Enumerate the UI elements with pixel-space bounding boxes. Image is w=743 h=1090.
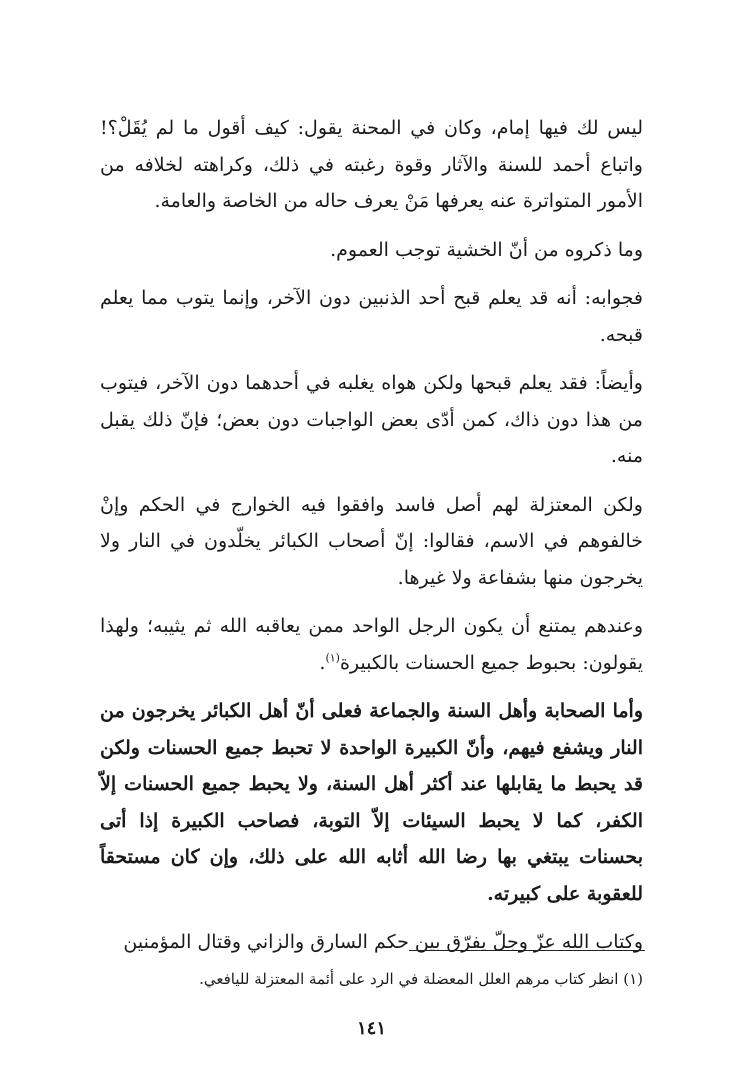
- page-number: ١٤١: [356, 1018, 386, 1039]
- footnote-reference[interactable]: (١): [325, 651, 340, 665]
- paragraph-2: وما ذكروه من أنّ الخشية توجب العموم.: [330, 238, 643, 261]
- paragraph-3: فجوابه: أنه قد يعلم قبح أحد الذنبين دون الآخر، وإنما يتوب مما يعلم قبحه.: [100, 287, 643, 346]
- paragraph-8: وكتاب الله عزّ وجلّ يفرّق بين حكم السارق والزاني وقتال المؤمنين: [123, 931, 643, 953]
- paragraph-1: ليس لك فيها إمام، وكان في المحنة يقول: كيف أقول ما لم يُقَلْ؟! واتباع أحمد للسنة والآثار وقوة رغبته في ذلك، وكراهته لخلافه من الأمور المتواترة عنه يعرفها مَنْ يعرف حاله من الخاصة والعامة.: [100, 117, 643, 212]
- paragraph-4: وأيضاً: فقد يعلم قبحها ولكن هواه يغلبه في أحدهما دون الآخر، فيتوب من هذا دون ذاك، كمن أدّى بعض الواجبات دون بعض؛ فإنّ ذلك يقبل منه.: [100, 372, 643, 467]
- paragraph-6-end: .: [319, 651, 326, 674]
- paragraph-7: وأما الصحابة وأهل السنة والجماعة فعلى أنّ أهل الكبائر يخرجون من النار ويشفع فيهم، وأنّ الكبيرة الواحدة لا تحبط جميع الحسنات ولكن قد يحبط ما يقابلها عند أكثر أهل السنة، ولا يحبط جميع الحسنات إلاّ الكفر، كما لا يحبط السيئات إلاّ التوبة، فصاحب الكبيرة إذا أتى بحسنات يبتغي بها رضا الله أثابه الله على ذلك، وإن كان مستحقاً للعقوبة على كبيرته.: [100, 700, 643, 905]
- paragraph-6: [100, 608, 643, 681]
- main-text: [100, 110, 643, 973]
- paragraph-5: ولكن المعتزلة لهم أصل فاسد وافقوا فيه الخوارج في الحكم وإنْ خالفوهم في الاسم، فقالوا: إنّ أصحاب الكبائر يخلّدون في النار ولا يخرجون منها بشفاعة ولا غيرها.: [100, 493, 643, 589]
- footnote: (١) انظر كتاب مرهم العلل المعضلة في الرد على أئمة المعتزلة لليافعي.: [199, 970, 643, 988]
- paragraph-6-text: وعندهم يمتنع أن يكون الرجل الواحد ممن يعاقبه الله ثم يثيبه؛ ولهذا يقولون: بحبوط جميع الحسنات بالكبيرة: [100, 615, 643, 674]
- footnote-divider: [409, 950, 645, 951]
